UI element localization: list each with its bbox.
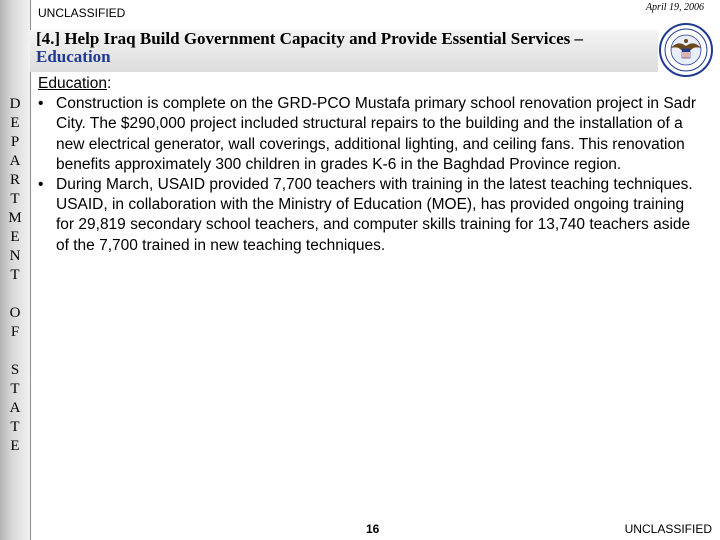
slide-body xyxy=(38,74,698,256)
sidebar-letter: S xyxy=(10,362,20,378)
sidebar-letter: T xyxy=(10,191,20,207)
sidebar-letter: A xyxy=(9,400,21,416)
section-heading xyxy=(38,74,698,94)
page-number: 16 xyxy=(366,522,380,536)
bullet-icon: • xyxy=(38,95,44,113)
slide-title-highlight: Education xyxy=(36,47,111,66)
sidebar-letter: E xyxy=(10,115,20,131)
sidebar-letter: N xyxy=(9,248,21,264)
state-department-seal-icon xyxy=(658,22,714,78)
sidebar-letter: E xyxy=(10,229,20,245)
department-of-state-vertical-text xyxy=(0,95,30,456)
section-heading-colon: : xyxy=(106,75,112,92)
sidebar-letter: R xyxy=(9,172,20,188)
slide-date: April 19, 2006 xyxy=(645,2,704,13)
top-classification-label: UNCLASSIFIED xyxy=(38,6,126,20)
sidebar-letter: E xyxy=(10,438,20,454)
sidebar-letter: T xyxy=(10,381,20,397)
sidebar-letter: T xyxy=(10,267,20,283)
sidebar-letter: M xyxy=(8,210,22,226)
section-heading-text: Education xyxy=(38,75,107,92)
bullet-item xyxy=(38,94,698,175)
bullet-text: Construction is complete on the GRD-PCO Mustafa primary school renovation project in Sadr City. The $290,000 project included structural repairs to the building and the installation of a new electrical generator, wall coverings, additional lighting, and ceiling fans. This renovation benefits approximately 300 children in grades K-6 in the Baghdad Province region. xyxy=(56,95,697,173)
sidebar-letter: P xyxy=(10,134,20,150)
sidebar-letter: A xyxy=(9,153,21,169)
sidebar-letter: O xyxy=(9,305,21,321)
bullet-icon: • xyxy=(38,176,44,194)
sidebar-letter: F xyxy=(10,324,20,340)
bottom-classification-label: UNCLASSIFIED xyxy=(624,522,712,536)
slide-title xyxy=(36,30,646,66)
bullet-text: During March, USAID provided 7,700 teachers with training in the latest teaching techniques. USAID, in collaboration with the Ministry of Education (MOE), has provided ongoing training for 29,819 secondary school teachers, and computer skills training for 13,740 teachers aside of the 7,700 trained in new teaching techniques. xyxy=(56,176,693,254)
sidebar-letter: D xyxy=(9,96,21,112)
sidebar-letter-gap xyxy=(0,342,30,361)
sidebar-letter-gap xyxy=(0,285,30,304)
bullet-item xyxy=(38,175,698,256)
sidebar-letter: T xyxy=(10,419,20,435)
slide-title-prefix: [4.] Help Iraq Build Government Capacity and Provide Essential Services – xyxy=(36,29,583,48)
